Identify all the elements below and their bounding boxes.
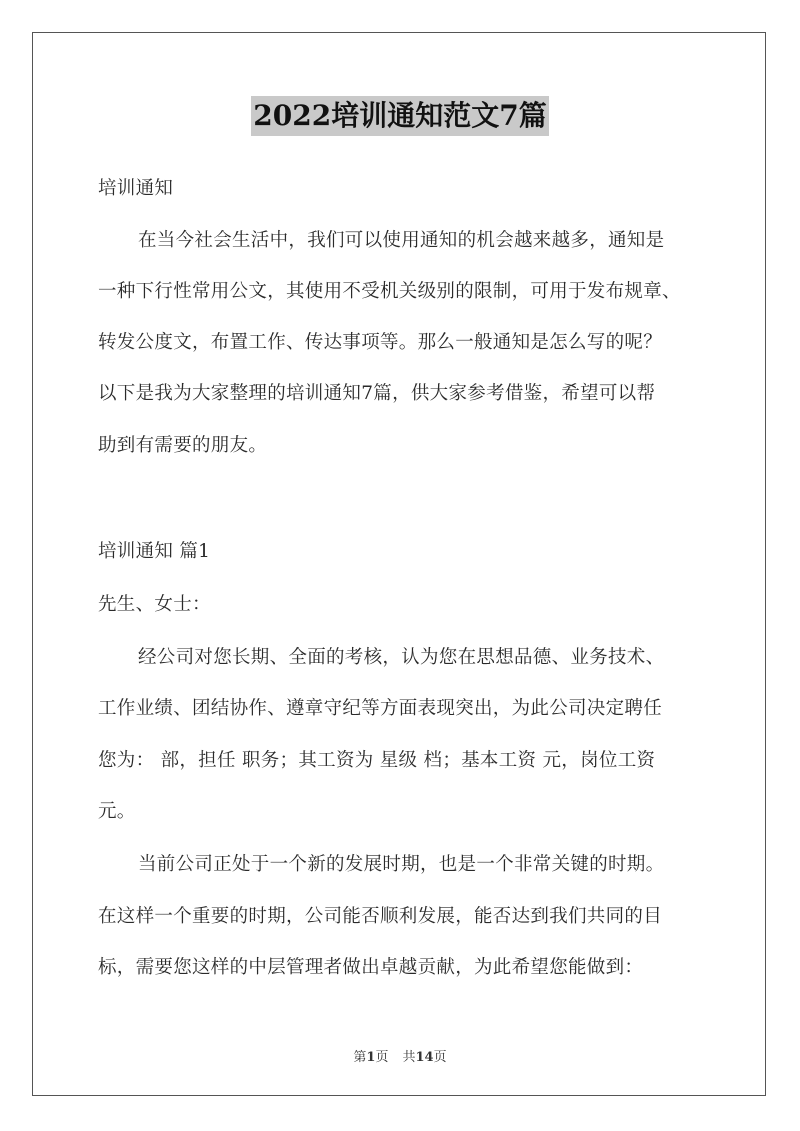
total-prefix: 共 [402, 1050, 416, 1065]
paragraph-line: 您为： 部，担任 职务；其工资为 星级 档；基本工资 元，岗位工资 [98, 750, 656, 771]
intro-line: 一种下行性常用公文，其使用不受机关级别的限制，可用于发布规章、 [98, 281, 681, 302]
paragraph-line: 工作业绩、团结协作、遵章守纪等方面表现突出，为此公司决定聘任 [98, 698, 663, 719]
page-prefix: 第 [353, 1050, 367, 1065]
intro-line: 以下是我为大家整理的培训通知7篇，供大家参考借鉴，希望可以帮 [98, 383, 656, 404]
page-unit: 页 [375, 1050, 389, 1065]
salutation: 先生、女士： [98, 594, 211, 615]
paragraph-line: 标，需要您这样的中层管理者做出卓越贡献，为此希望您能做到： [98, 957, 644, 978]
page-number: 1 [366, 1050, 376, 1065]
document-title: 2022培训通知范文7篇 [251, 96, 548, 136]
paragraph-line: 当前公司正处于一个新的发展时期，也是一个非常关键的时期。 [138, 854, 665, 875]
paragraph-line: 经公司对您长期、全面的考核，认为您在思想品德、业务技术、 [138, 647, 665, 668]
total-unit: 页 [433, 1050, 447, 1065]
total-pages: 14 [415, 1050, 434, 1065]
page-footer [0, 1046, 800, 1065]
section-heading: 培训通知 篇1 [98, 541, 211, 562]
intro-heading: 培训通知 [98, 178, 174, 199]
paragraph-line: 元。 [98, 801, 136, 822]
paragraph-line: 在这样一个重要的时期，公司能否顺利发展，能否达到我们共同的目 [98, 906, 663, 927]
title-container [0, 96, 800, 136]
intro-line: 助到有需要的朋友。 [98, 435, 268, 456]
intro-line: 转发公度文，布置工作、传达事项等。那么一般通知是怎么写的呢？ [98, 332, 663, 353]
intro-line: 在当今社会生活中，我们可以使用通知的机会越来越多，通知是 [138, 230, 665, 251]
